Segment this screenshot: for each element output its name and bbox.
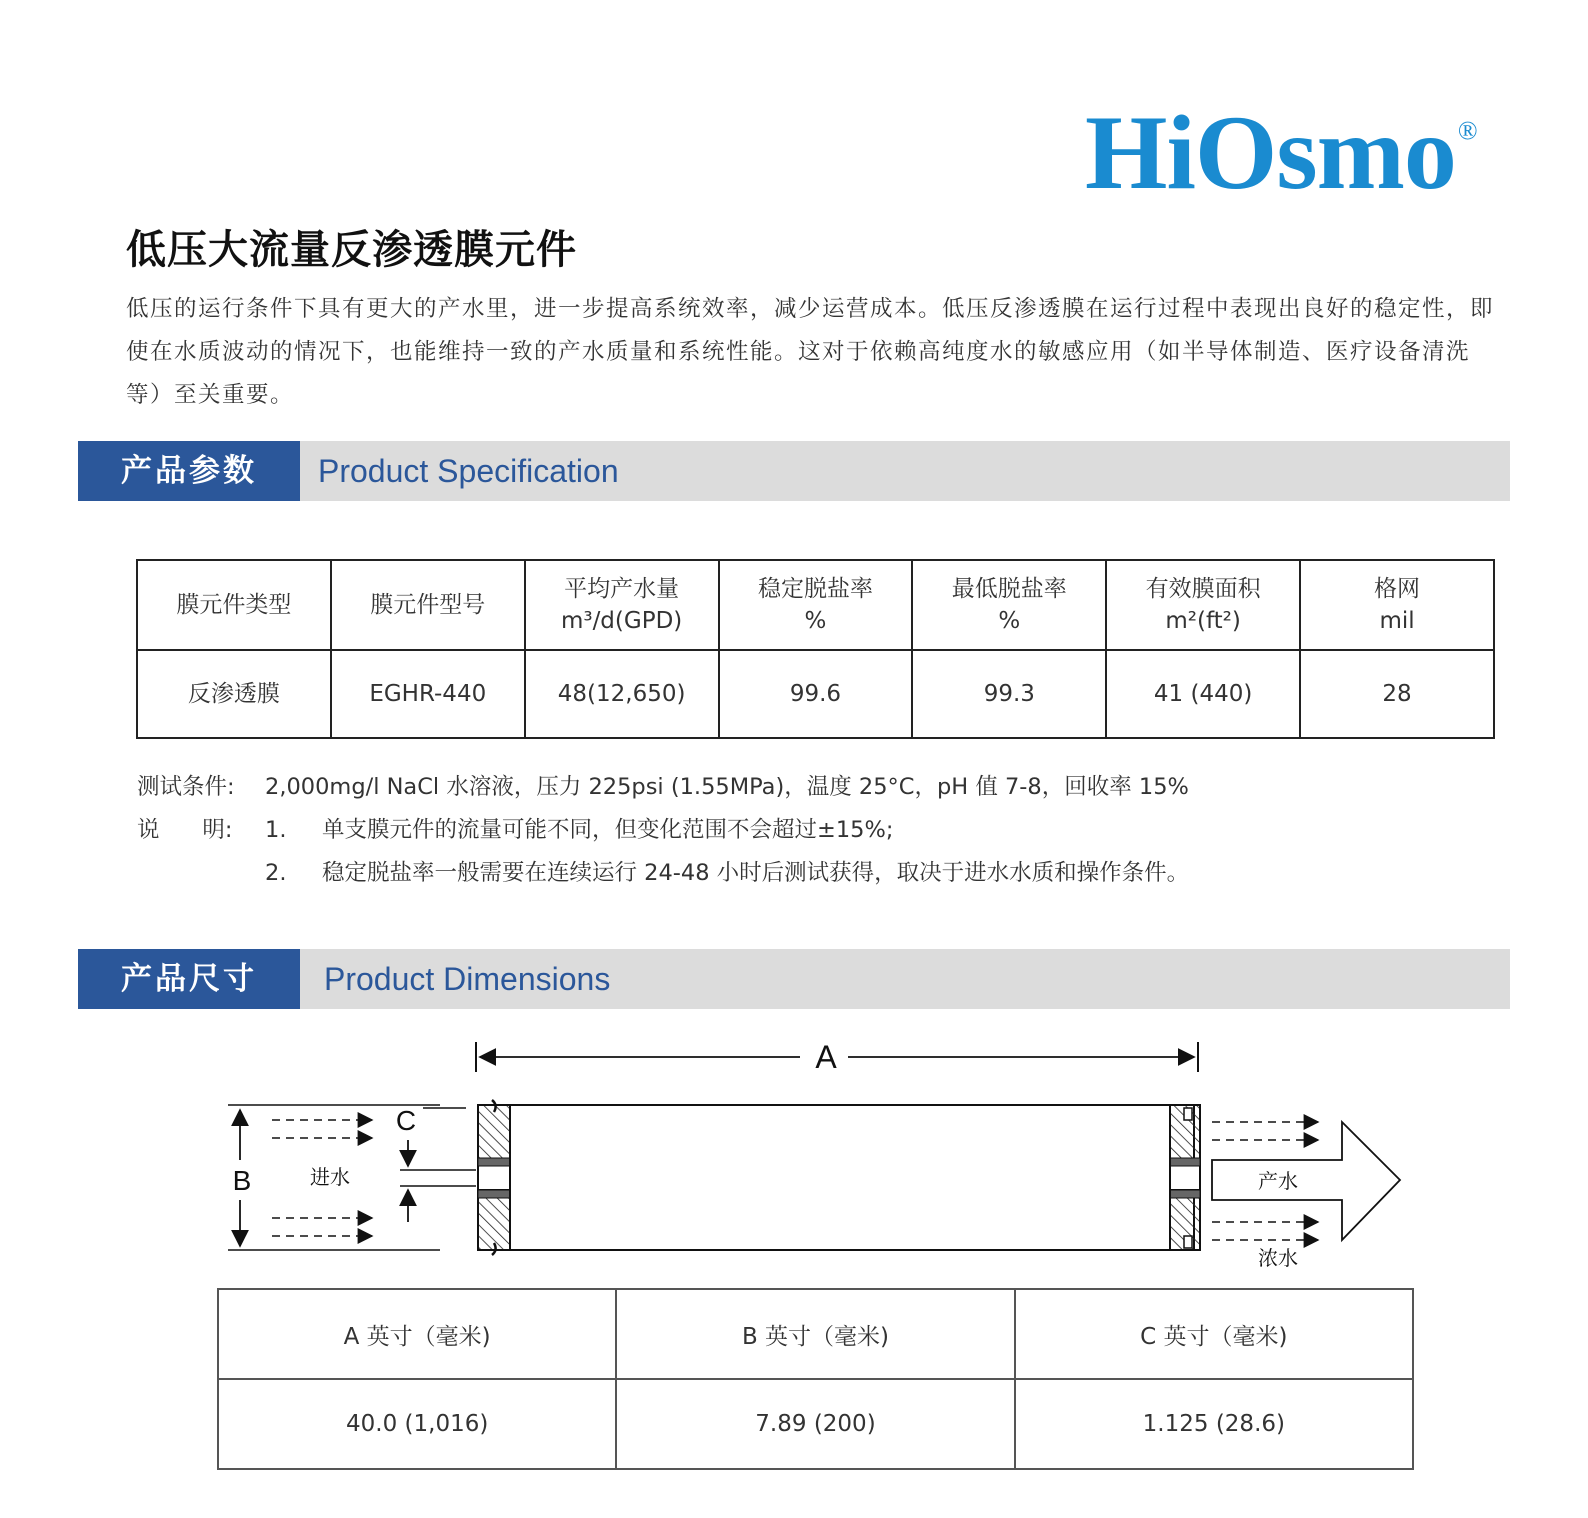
spec-cell-model: EGHR-440 [331, 650, 525, 738]
outlet-arrows [1212, 1122, 1400, 1270]
brand-logo: HiOsmo® [1085, 94, 1477, 211]
dimensions-header-row [218, 1289, 1413, 1379]
spec-cell-spacer: 28 [1300, 650, 1494, 738]
dim-value-c: 1.125 (28.6) [1015, 1379, 1413, 1469]
feed-arrows [272, 1120, 372, 1236]
dimensions-section-header [78, 949, 1510, 1009]
dimension-a [476, 1039, 1198, 1075]
note-number: 2. [265, 860, 287, 886]
spec-header-cell: 稳定脱盐率 % [719, 560, 913, 650]
spec-header-cell: 有效膜面积 m²(ft²) [1106, 560, 1300, 650]
page-title: 低压大流量反渗透膜元件 [126, 227, 577, 273]
spec-cell-min-rejection: 99.3 [912, 650, 1106, 738]
note-number: 1. [265, 817, 287, 843]
label-b: B [232, 1165, 252, 1196]
spec-table-row [137, 650, 1494, 738]
dim-header-a: A 英寸（毫米) [218, 1289, 616, 1379]
note-text: 稳定脱盐率一般需要在连续运行 24-48 小时后测试获得，取决于进水水质和操作条件。 [322, 860, 1190, 886]
concentrate-label: 浓水 [1258, 1246, 1298, 1270]
dimensions-value-row [218, 1379, 1413, 1469]
spec-section-title-en: Product Specification [318, 453, 619, 489]
membrane-dimension-diagram [0, 1030, 1588, 1270]
spec-cell-stable-rejection: 99.6 [719, 650, 913, 738]
membrane-element [478, 1100, 1200, 1255]
dimension-c [396, 1105, 476, 1222]
spec-cell-area: 41 (440) [1106, 650, 1300, 738]
spec-section-title-cn: 产品参数 [78, 441, 300, 501]
spec-header-cell: 最低脱盐率 % [912, 560, 1106, 650]
product-label: 产水 [1258, 1169, 1298, 1193]
dimensions-table [217, 1288, 1414, 1470]
dim-header-c: C 英寸（毫米) [1015, 1289, 1413, 1379]
spec-cell-flow: 48(12,650) [525, 650, 719, 738]
dim-value-a: 40.0 (1,016) [218, 1379, 616, 1469]
spec-cell-type: 反渗透膜 [137, 650, 331, 738]
test-conditions-label: 测试条件: [137, 774, 235, 800]
label-a: A [815, 1039, 837, 1075]
spec-section-header [78, 441, 1510, 501]
test-conditions-value: 2,000mg/l NaCl 水溶液，压力 225psi (1.55MPa)，温度 25°C，pH 值 7-8，回收率 15% [265, 774, 1189, 800]
spec-header-cell: 膜元件型号 [331, 560, 525, 650]
spec-table-header-row [137, 560, 1494, 650]
registered-mark: ® [1457, 116, 1477, 145]
spec-table [136, 559, 1495, 739]
dim-header-b: B 英寸（毫米) [616, 1289, 1014, 1379]
spec-header-cell: 平均产水量 m³/d(GPD) [525, 560, 719, 650]
dimensions-section-title-en: Product Dimensions [324, 961, 611, 997]
feed-label: 进水 [310, 1165, 350, 1189]
intro-paragraph: 低压的运行条件下具有更大的产水里，进一步提高系统效率，减少运营成本。低压反渗透膜在运行过程中表现出良好的稳定性，即使在水质波动的情况下，也能维持一致的产水质量和系统性能。这对于依赖高纯度水的敏感应用（如半导体制造、医疗设备清洗等）至关重要。 [126, 296, 1495, 408]
spec-header-cell: 格网 mil [1300, 560, 1494, 650]
note-text: 单支膜元件的流量可能不同，但变化范围不会超过±15%; [322, 817, 894, 843]
label-c: C [395, 1105, 417, 1136]
spec-header-cell: 膜元件类型 [137, 560, 331, 650]
explanation-label: 说 明: [137, 817, 233, 843]
dimensions-section-title-cn: 产品尺寸 [78, 949, 300, 1009]
dim-value-b: 7.89 (200) [616, 1379, 1014, 1469]
